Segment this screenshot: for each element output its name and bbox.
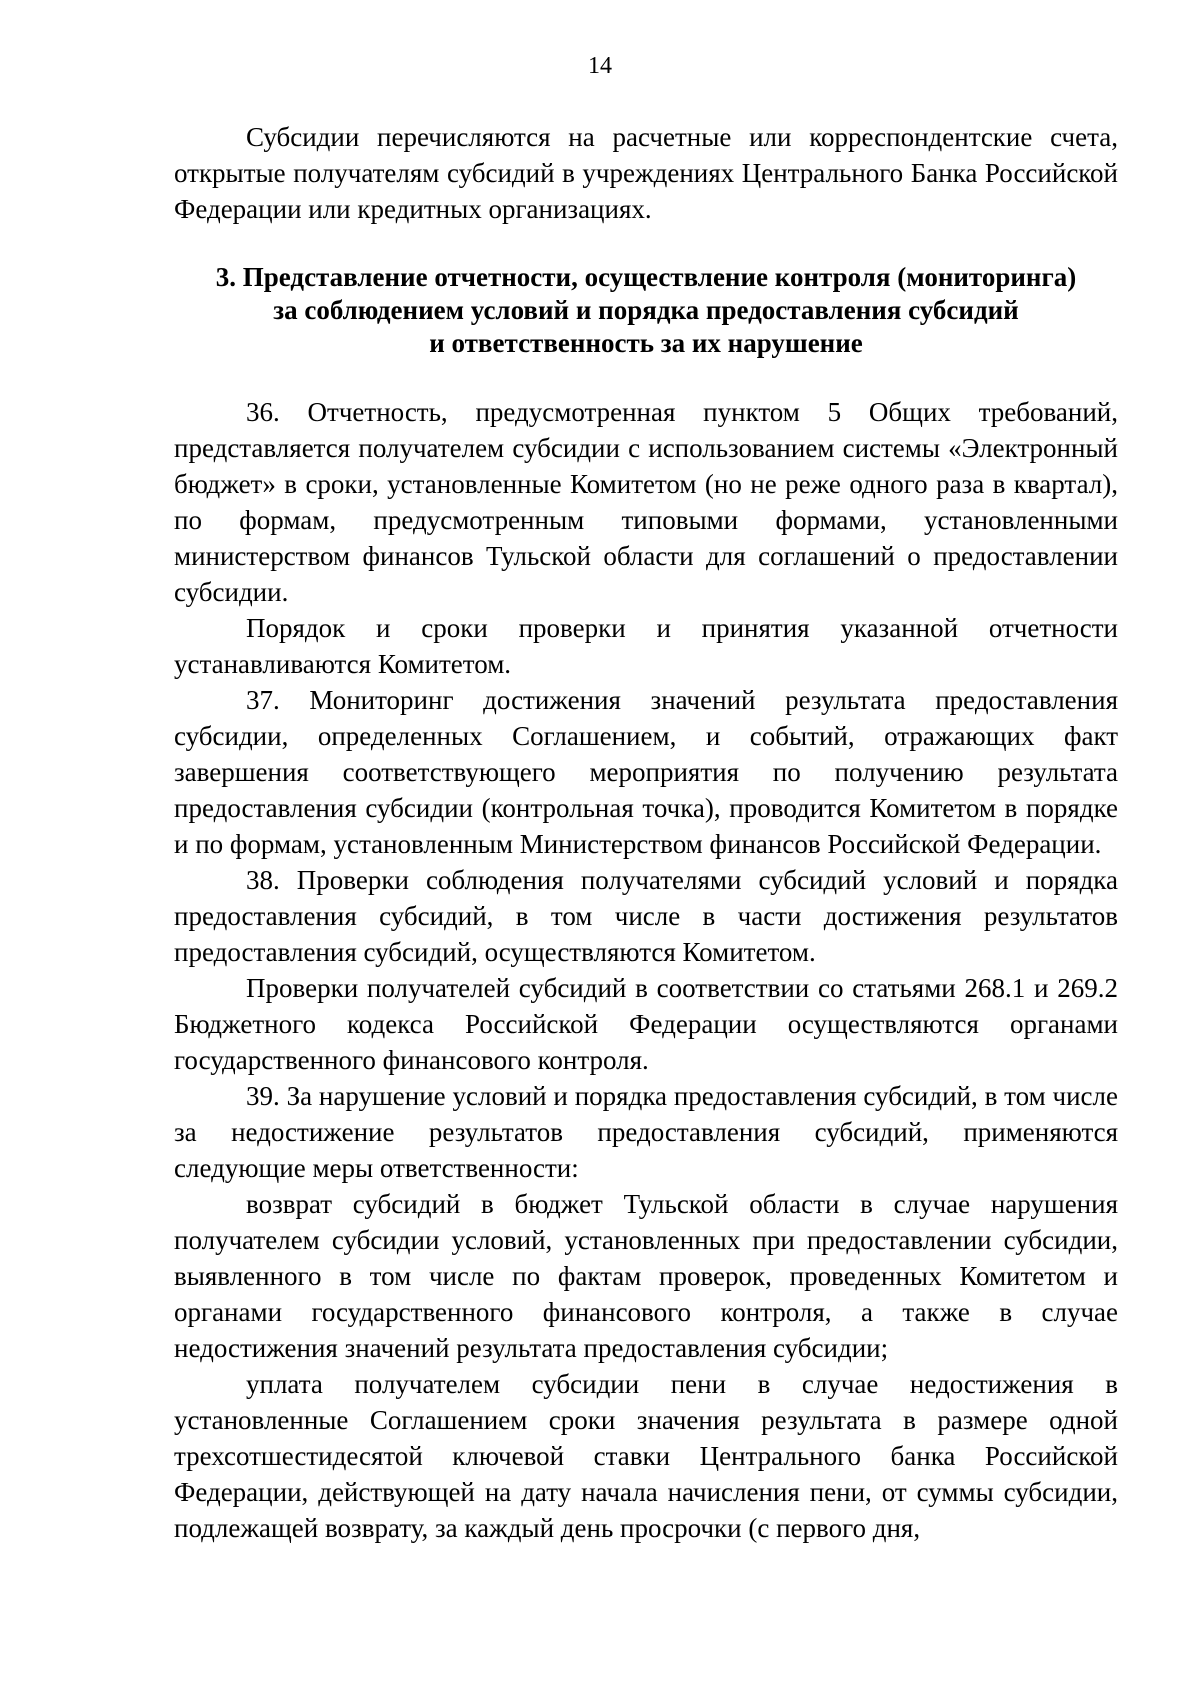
section-heading-line-3: и ответственность за их нарушение <box>429 328 863 358</box>
paragraph-36: 36. Отчетность, предусмотренная пунктом 5 Общих требований, представляется получателем субсидии с использованием системы «Электронный бюджет» в сроки, установленные Комитетом (но не реже одного раза в квартал), по формам, предусмотренным типовыми формами, установленными министерством финансов Тульской области для соглашений о предоставлении субсидии. <box>174 397 1118 607</box>
paragraph-state-control: Проверки получателей субсидий в соответствии со статьями 268.1 и 269.2 Бюджетного кодекса Российской Федерации осуществляются органами государственного финансового контроля. <box>174 973 1118 1075</box>
document-body <box>174 119 1118 1546</box>
section-heading-line-1: 3. Представление отчетности, осуществление контроля (мониторинга) <box>215 262 1077 292</box>
paragraph-38: 38. Проверки соблюдения получателями субсидий условий и порядка предоставления субсидий, в том числе в части достижения результатов предоставления субсидий, осуществляются Комитетом. <box>174 865 1118 967</box>
section-heading-line-2: за соблюдением условий и порядка предоставления субсидий <box>273 295 1019 325</box>
page-number: 14 <box>588 53 612 79</box>
paragraph-39: 39. За нарушение условий и порядка предоставления субсидий, в том числе за недостижение результатов предоставления субсидий, применяются следующие меры ответственности: <box>174 1081 1118 1183</box>
paragraph-reporting-procedure: Порядок и сроки проверки и принятия указанной отчетности устанавливаются Комитетом. <box>174 613 1118 679</box>
paragraph-37: 37. Мониторинг достижения значений результата предоставления субсидии, определенных Соглашением, и событий, отражающих факт завершения соответствующего мероприятия по получению результата предоставления субсидии (контрольная точка), проводится Комитетом в порядке и по формам, установленным Министерством финансов Российской Федерации. <box>174 685 1118 859</box>
intro-paragraph: Субсидии перечисляются на расчетные или корреспондентские счета, открытые получателям субсидий в учреждениях Центрального Банка Российской Федерации или кредитных организациях. <box>174 122 1118 224</box>
section-heading <box>174 261 1118 360</box>
paragraph-refund-measure: возврат субсидий в бюджет Тульской области в случае нарушения получателем субсидии условий, установленных при предоставлении субсидии, выявленного в том числе по фактам проверок, проведенных Комитетом и органами государственного финансового контроля, а также в случае недостижения значений результата предоставления субсидии; <box>174 1189 1118 1363</box>
paragraph-penalty-measure: уплата получателем субсидии пени в случае недостижения в установленные Соглашением сроки значения результата в размере одной трехсотшестидесятой ключевой ставки Центрального банка Российской Федерации, действующей на дату начала начисления пени, от суммы субсидии, подлежащей возврату, за каждый день просрочки (с первого дня, <box>174 1369 1118 1543</box>
